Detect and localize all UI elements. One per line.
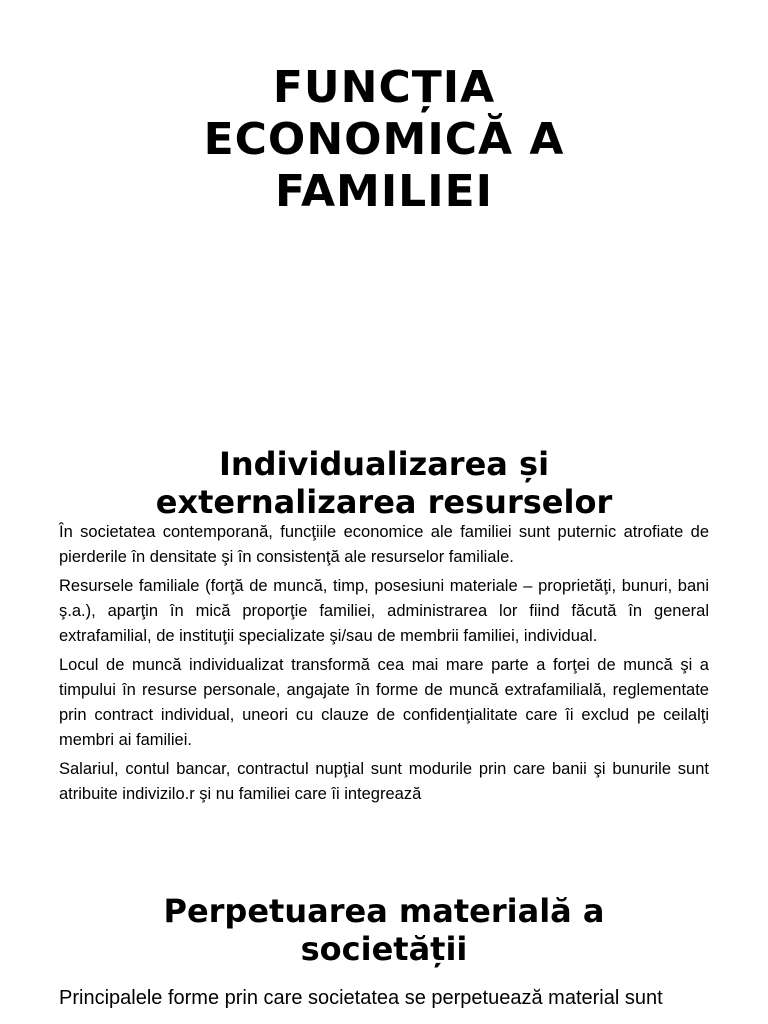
paragraph: În societatea contemporană, funcţiile economice ale familiei sunt puternic atrofiate de pierderile în densitate şi în consistenţă ale resurselor familiale.: [59, 523, 709, 566]
document-title: [0, 62, 768, 218]
section-heading: [0, 892, 768, 968]
paragraph: Locul de muncă individualizat transformă cea mai mare parte a forţei de muncă şi a timpului în resurse personale, angajate în forme de muncă extrafamilială, reglementate prin contract individual, uneori cu clauze de confidenţialitate care îi exclud pe ceilalţi membri ai familiei.: [59, 656, 709, 749]
paragraph: Resursele familiale (forţă de muncă, timp, posesiuni materiale – proprietăţi, bunuri, bani ş.a.), aparţin în mică proporţie familiei, administrarea lor fiind făcută în general extrafamilial, de instituţii specializate şi/sau de membrii familiei, individual.: [59, 577, 709, 645]
heading-line: societății: [300, 930, 468, 968]
heading-line: externalizarea resurselor: [155, 483, 613, 521]
slide-perpetuation: [0, 840, 768, 1024]
slide-title: [0, 0, 768, 390]
lead-paragraph: Principalele forme prin care societatea se perpetuează material sunt: [59, 987, 663, 1009]
section-heading: [0, 445, 768, 521]
slide-individualization: [0, 390, 768, 840]
heading-line: Perpetuarea materială a: [163, 892, 605, 930]
paragraph: Salariul, contul bancar, contractul nupţial sunt modurile prin care banii şi bunurile sunt atribuite indivizilo.r şi nu familiei care îi integrează: [59, 760, 709, 803]
heading-line: Individualizarea și: [218, 445, 550, 483]
title-line: ECONOMICĂ A: [203, 114, 565, 165]
section-body: [59, 520, 709, 811]
title-line: FAMILIEI: [274, 166, 494, 217]
title-line: FUNCȚIA: [272, 62, 496, 113]
